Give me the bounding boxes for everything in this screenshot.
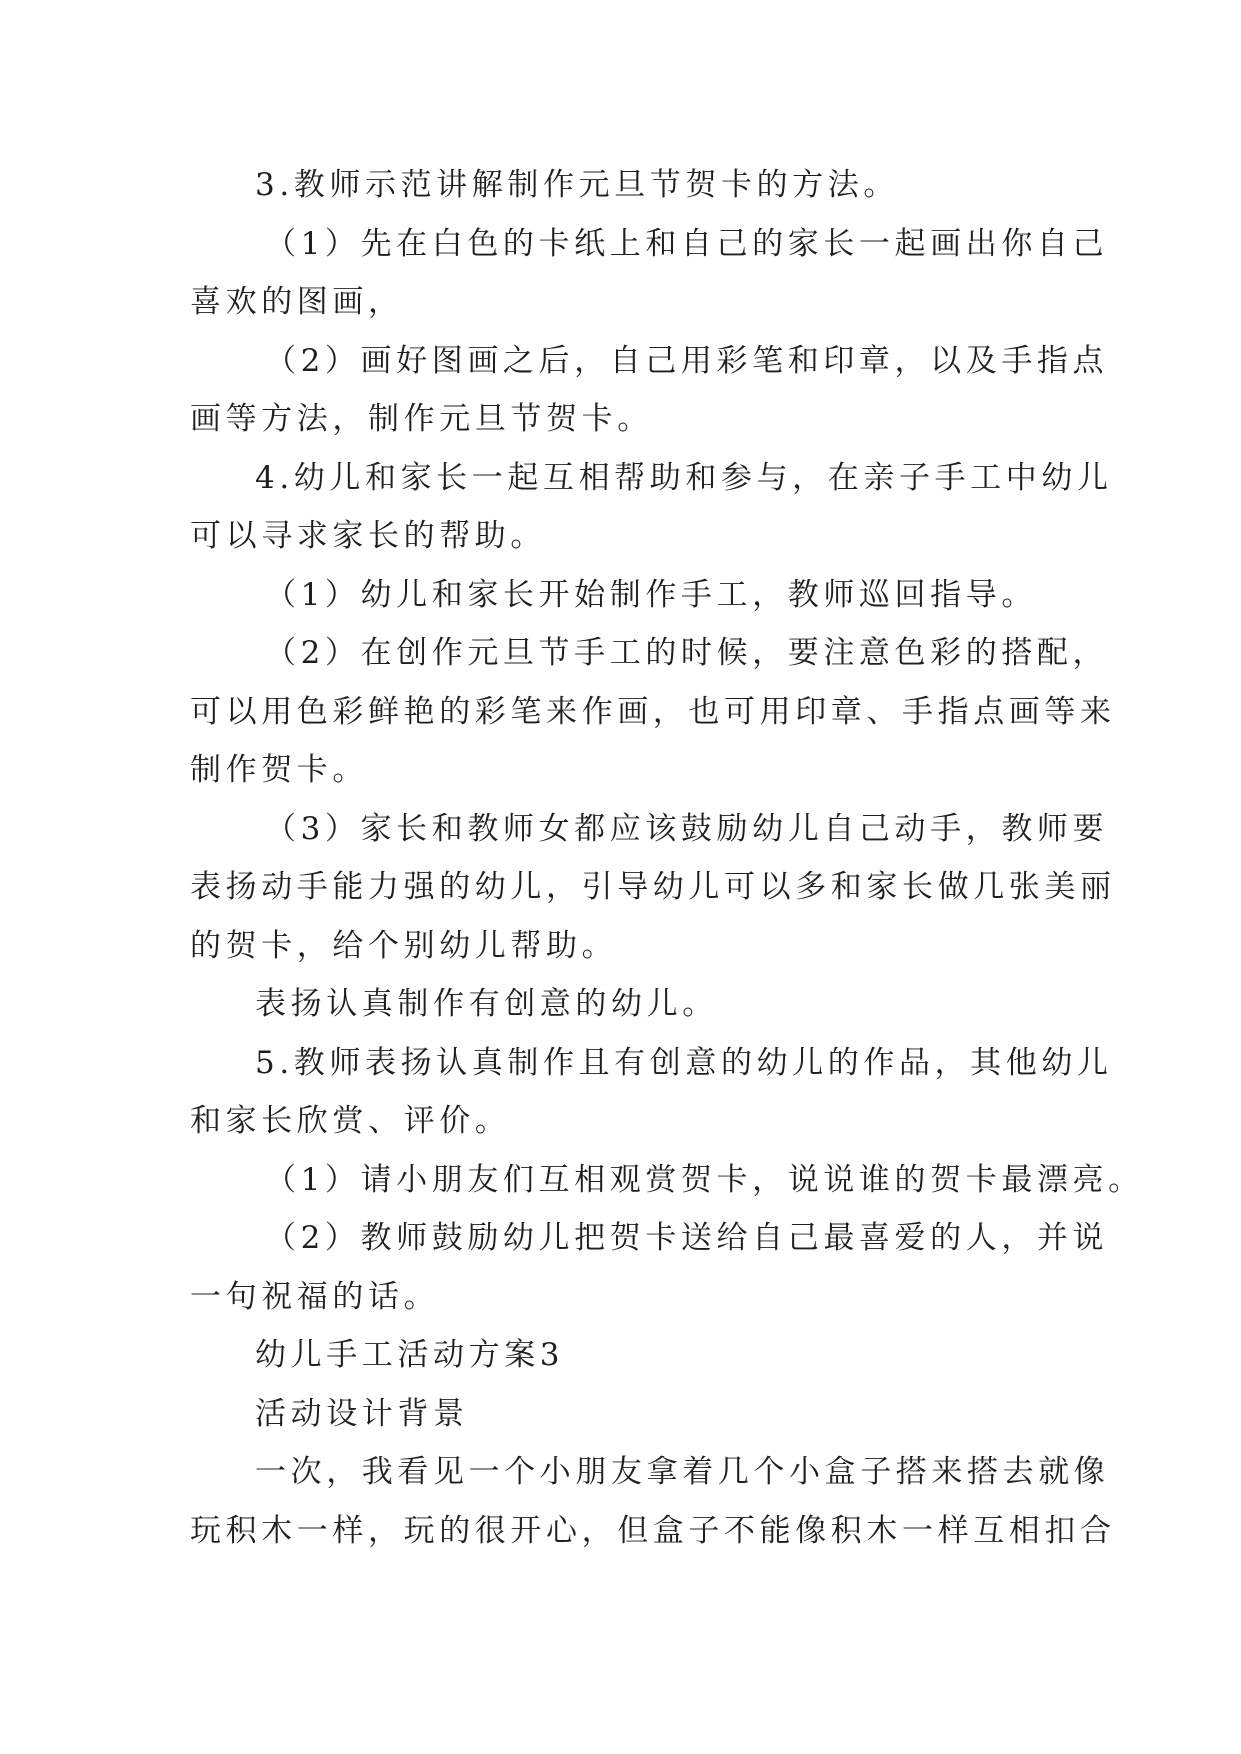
- paragraph-line: 5.教师表扬认真制作且有创意的幼儿的作品，其他幼儿: [255, 1044, 1113, 1081]
- document-body: [190, 156, 1144, 1560]
- paragraph-line: 3.教师示范讲解制作元旦节贺卡的方法。: [255, 167, 899, 203]
- paragraph-line: 玩积木一样，玩的很开心，但盒子不能像积木一样互相扣合: [190, 1512, 1116, 1549]
- paragraph-line: （1）请小朋友们互相观赏贺卡，说说谁的贺卡最漂亮。: [265, 1161, 1144, 1198]
- paragraph-line: 可以寻求家长的帮助。: [190, 518, 546, 554]
- paragraph-line: （1）先在白色的卡纸上和自己的家长一起画出你自己: [265, 225, 1109, 262]
- paragraph-line: 的贺卡，给个别幼儿帮助。: [190, 927, 618, 964]
- paragraph-line: 表扬动手能力强的幼儿，引导幼儿可以多和家长做几张美丽: [190, 869, 1116, 905]
- paragraph-line: （2）画好图画之后，自己用彩笔和印章，以及手指点: [265, 342, 1109, 379]
- paragraph-line: 表扬认真制作有创意的幼儿。: [255, 986, 718, 1022]
- subsection-heading: 活动设计背景: [255, 1395, 469, 1432]
- paragraph-line: 4.幼儿和家长一起互相帮助和参与，在亲子手工中幼儿: [255, 459, 1113, 496]
- paragraph-line: 和家长欣赏、评价。: [190, 1103, 511, 1139]
- paragraph-line: （2）教师鼓励幼儿把贺卡送给自己最喜爱的人，并说: [265, 1220, 1109, 1256]
- paragraph-line: （1）幼儿和家长开始制作手工，教师巡回指导。: [265, 576, 1037, 613]
- paragraph-line: （3）家长和教师女都应该鼓励幼儿自己动手，教师要: [265, 810, 1109, 847]
- section-heading: 幼儿手工活动方案3: [255, 1337, 565, 1373]
- paragraph-line: 一次，我看见一个小朋友拿着几个小盒子搭来搭去就像: [255, 1454, 1110, 1490]
- paragraph-line: 可以用色彩鲜艳的彩笔来作画，也可用印章、手指点画等来: [190, 693, 1116, 730]
- paragraph-line: （2）在创作元旦节手工的时候，要注意色彩的搭配，: [265, 635, 1109, 671]
- paragraph-line: 一句祝福的话。: [190, 1278, 440, 1315]
- paragraph-line: 制作贺卡。: [190, 752, 368, 788]
- paragraph-line: 喜欢的图画，: [190, 284, 404, 320]
- paragraph-line: 画等方法，制作元旦节贺卡。: [190, 401, 653, 437]
